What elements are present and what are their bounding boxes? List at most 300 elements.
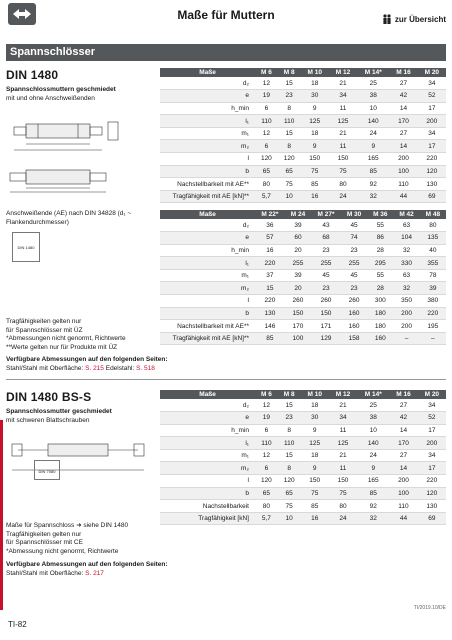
table-cell: 380 [420, 295, 446, 308]
table-cell: 330 [393, 257, 419, 270]
table-cell: 220 [255, 295, 285, 308]
table-cell: 75 [301, 165, 329, 178]
table-header-row [160, 210, 446, 219]
table-cell: 160 [367, 332, 393, 345]
table-cell: 14 [389, 424, 417, 437]
table-row [160, 257, 446, 270]
table-cell: 14 [389, 102, 417, 115]
table-cell: 150 [301, 153, 329, 166]
table-cell: 129 [311, 332, 341, 345]
table-cell: 200 [418, 115, 446, 128]
table-cell: 10 [278, 512, 301, 525]
column-header-size: M 6 [255, 68, 278, 77]
table-row [160, 102, 446, 115]
table-cell: 100 [285, 332, 311, 345]
column-header-size: M 36 [367, 210, 393, 219]
row-label: Tragfähigkeit [kN] [160, 512, 255, 525]
din-1480-bs-s-description [6, 408, 156, 425]
section-band [6, 44, 446, 61]
row-label: d₂ [160, 219, 255, 232]
row-label: m₂ [160, 282, 255, 295]
table-cell: 42 [389, 90, 417, 103]
column-header-size: M 20 [418, 390, 446, 399]
table-cell: 255 [311, 257, 341, 270]
table-header-row [160, 68, 446, 77]
table-cell: 30 [301, 90, 329, 103]
table-cell: 120 [418, 165, 446, 178]
table-cell: 8 [278, 102, 301, 115]
avail-text: Stahl/Stahl mit Oberfläche: [6, 364, 86, 372]
din-1480-bs-s-notes [6, 522, 166, 556]
table-cell: 10 [278, 190, 301, 203]
table-cell: 220 [420, 307, 446, 320]
table-cell: 110 [278, 115, 301, 128]
table-cell: 20 [285, 282, 311, 295]
row-label: e [160, 90, 255, 103]
table-cell: 27 [389, 127, 417, 140]
table-cell: 63 [393, 269, 419, 282]
table-cell: 12 [255, 449, 278, 462]
table-cell: 17 [418, 102, 446, 115]
desc-bold: Spannschlossmutter geschmiedet [6, 408, 112, 415]
column-header-size: M 42 [393, 210, 419, 219]
table-cell: 180 [367, 307, 393, 320]
din-1480-heading: DIN 1480 [6, 68, 59, 82]
table-cell: 150 [329, 153, 357, 166]
table-cell: 23 [278, 90, 301, 103]
table-cell: 17 [418, 462, 446, 475]
table-cell: 18 [301, 399, 329, 412]
table-cell: 11 [329, 140, 357, 153]
din-1480-table-2 [160, 210, 446, 345]
din-1480-bs-s-availability [6, 561, 168, 578]
table-cell: 34 [418, 399, 446, 412]
column-header-size: M 16 [389, 390, 417, 399]
row-label: b [160, 307, 255, 320]
avail-title: Verfügbare Abmessungen auf den folgenden Seiten: [6, 356, 168, 363]
row-label: m₂ [160, 140, 255, 153]
table-cell: 69 [418, 512, 446, 525]
table-cell: 140 [357, 437, 389, 450]
table-cell: 36 [255, 219, 285, 232]
din-1480-description [6, 86, 156, 103]
table-row [160, 269, 446, 282]
avail-text: Stahl/Stahl mit Oberfläche: [6, 569, 86, 577]
table-cell: 74 [341, 232, 367, 245]
table-cell: 120 [255, 153, 278, 166]
table-row [160, 232, 446, 245]
table-cell: 80 [329, 500, 357, 513]
table-cell: 21 [329, 399, 357, 412]
table-cell: 158 [341, 332, 367, 345]
table-cell: 40 [420, 244, 446, 257]
table-cell: 92 [357, 178, 389, 191]
table-cell: 110 [389, 178, 417, 191]
table-cell: 52 [418, 90, 446, 103]
table-cell: 32 [393, 282, 419, 295]
table-cell: 65 [278, 487, 301, 500]
table-row [160, 320, 446, 333]
table-cell: 25 [357, 77, 389, 90]
row-label: Tragfähigkeit mit AE [kN]** [160, 332, 255, 345]
people-icon [382, 14, 392, 24]
table-cell: 15 [278, 127, 301, 140]
table-cell: 24 [329, 190, 357, 203]
table-cell: 34 [329, 412, 357, 425]
column-header-label: Maße [160, 68, 255, 77]
row-label: Nachstellbarkeit mit AE** [160, 178, 255, 191]
table-cell: 75 [329, 165, 357, 178]
doc-code: TI/2019.10/DE [413, 605, 446, 611]
table-cell: 17 [418, 424, 446, 437]
table-row [160, 512, 446, 525]
column-header-size: M 48 [420, 210, 446, 219]
row-label: e [160, 232, 255, 245]
note-line: *Abmessungen nicht genormt, Richtwerte [6, 335, 126, 342]
table-row [160, 127, 446, 140]
din-1480-bs-s-heading: DIN 1480 BS-S [6, 390, 92, 404]
table-cell: 80 [255, 500, 278, 513]
table-row [160, 462, 446, 475]
table-cell: 135 [420, 232, 446, 245]
column-header-size: M 20 [418, 68, 446, 77]
weld-end-note: Anschweißende (AE) nach DIN 34828 (d₁ ~ Flankendurchmesser) [6, 210, 132, 226]
table-cell: 19 [255, 90, 278, 103]
table-cell: 170 [285, 320, 311, 333]
table-cell: 23 [341, 282, 367, 295]
table-cell: 80 [329, 178, 357, 191]
table-cell: 39 [285, 219, 311, 232]
table-row [160, 115, 446, 128]
table-cell: 80 [420, 219, 446, 232]
table-cell: 75 [278, 500, 301, 513]
table-cell: 165 [357, 153, 389, 166]
column-header-size: M 27* [311, 210, 341, 219]
table-row [160, 487, 446, 500]
avail-title: Verfügbare Abmessungen auf den folgenden Seiten: [6, 561, 168, 568]
row-label: m₁ [160, 449, 255, 462]
table-cell: 260 [341, 295, 367, 308]
note-line: Tragfähigkeiten gelten nur [6, 318, 82, 325]
table-cell: 45 [311, 269, 341, 282]
column-header-size: M 22* [255, 210, 285, 219]
overview-link-label: zur Übersicht [394, 14, 446, 24]
table-cell: 100 [389, 165, 417, 178]
table-cell: 85 [357, 487, 389, 500]
row-label: h_min [160, 102, 255, 115]
table-cell: 220 [418, 475, 446, 488]
table-cell: 30 [301, 412, 329, 425]
desc-bold: Spannschlossmuttern geschmiedet [6, 86, 116, 93]
table-cell: 65 [255, 487, 278, 500]
table-cell: 11 [329, 424, 357, 437]
row-label: b [160, 165, 255, 178]
row-label: l₁ [160, 257, 255, 270]
table-row [160, 475, 446, 488]
table-cell: 11 [329, 102, 357, 115]
table-cell: 42 [389, 412, 417, 425]
table-cell: 104 [393, 232, 419, 245]
table-cell: 23 [311, 244, 341, 257]
table-cell: 27 [389, 449, 417, 462]
page-accent-bar [0, 420, 3, 610]
din-1480-table-1 [160, 68, 446, 203]
table-row [160, 153, 446, 166]
table-cell: 15 [255, 282, 285, 295]
table-cell: 18 [301, 127, 329, 140]
din-1480-seal [12, 232, 40, 262]
turnbuckle-drawing [8, 110, 158, 205]
table-cell: 39 [285, 269, 311, 282]
table-cell: 21 [329, 127, 357, 140]
table-cell: 130 [418, 500, 446, 513]
table-cell: 171 [311, 320, 341, 333]
row-label: m₁ [160, 269, 255, 282]
table-cell: 21 [329, 77, 357, 90]
table-cell: 125 [329, 115, 357, 128]
table-cell: 140 [357, 115, 389, 128]
table-cell: 6 [255, 102, 278, 115]
section-title: Spannschlösser [10, 46, 95, 58]
table-cell: 350 [393, 295, 419, 308]
row-label: l₁ [160, 437, 255, 450]
page-link-217[interactable]: S. 217 [85, 569, 104, 577]
row-label: l [160, 475, 255, 488]
page-header [0, 0, 452, 36]
row-label: Tragfähigkeit mit AE [kN]** [160, 190, 255, 203]
table-cell: 28 [367, 244, 393, 257]
table-cell: 27 [389, 399, 417, 412]
table-cell: 14 [389, 140, 417, 153]
table-cell: 16 [255, 244, 285, 257]
table-cell: 9 [357, 462, 389, 475]
table-cell: 34 [329, 90, 357, 103]
table-cell: 15 [278, 77, 301, 90]
table-cell: 80 [255, 178, 278, 191]
table-cell: 9 [301, 140, 329, 153]
table-row [160, 332, 446, 345]
table-cell: 200 [393, 307, 419, 320]
desc-text: mit schweren Blattschrauben [6, 416, 90, 424]
table-cell: 55 [367, 219, 393, 232]
table-row [160, 178, 446, 191]
table-cell: 32 [357, 512, 389, 525]
note-line: Maße für Spannschloss ➜ siehe DIN 1480 [6, 522, 129, 529]
column-header-size: M 24 [285, 210, 311, 219]
column-header-size: M 16 [389, 68, 417, 77]
table-cell: 180 [367, 320, 393, 333]
table-cell: 255 [341, 257, 367, 270]
table-cell: 85 [255, 332, 285, 345]
din-1480-notes [6, 318, 166, 352]
table-cell: 170 [389, 437, 417, 450]
table-cell: 23 [278, 412, 301, 425]
table-cell: 12 [255, 77, 278, 90]
table-cell: 45 [341, 219, 367, 232]
table-row [160, 399, 446, 412]
table-cell: 120 [255, 475, 278, 488]
row-label: m₂ [160, 462, 255, 475]
table-cell: 34 [418, 77, 446, 90]
overview-link[interactable] [382, 14, 446, 24]
table-cell: 130 [255, 307, 285, 320]
table-cell: 17 [418, 140, 446, 153]
table-cell: 110 [255, 115, 278, 128]
column-header-size: M 8 [278, 390, 301, 399]
table-cell: 6 [255, 424, 278, 437]
table-cell: 75 [278, 178, 301, 191]
row-label: b [160, 487, 255, 500]
table-cell: 295 [367, 257, 393, 270]
table-cell: 18 [301, 449, 329, 462]
table-cell: 9 [357, 140, 389, 153]
table-row [160, 140, 446, 153]
table-cell: 85 [301, 178, 329, 191]
table-cell: 6 [255, 140, 278, 153]
table-cell: 150 [301, 475, 329, 488]
column-header-label: Maße [160, 390, 255, 399]
table-cell: 32 [357, 190, 389, 203]
table-cell: 150 [285, 307, 311, 320]
turnbuckle-bs-drawing [8, 430, 158, 490]
table-cell: 150 [329, 475, 357, 488]
table-row [160, 500, 446, 513]
table-cell: 10 [357, 424, 389, 437]
table-cell: 65 [278, 165, 301, 178]
table-cell: 110 [255, 437, 278, 450]
table-cell: 8 [278, 140, 301, 153]
row-label: m₁ [160, 127, 255, 140]
table-row [160, 307, 446, 320]
table-cell: 195 [420, 320, 446, 333]
table-cell: 300 [367, 295, 393, 308]
table-cell: 65 [255, 165, 278, 178]
table-cell: – [393, 332, 419, 345]
column-header-size: M 10 [301, 68, 329, 77]
table-cell: 55 [367, 269, 393, 282]
table-row [160, 449, 446, 462]
table-cell: 165 [357, 475, 389, 488]
din-7080-seal [34, 460, 60, 480]
table-cell: 120 [418, 487, 446, 500]
row-label: l [160, 295, 255, 308]
table-cell: 21 [329, 449, 357, 462]
table-cell: 110 [278, 437, 301, 450]
table-row [160, 90, 446, 103]
column-header-size: M 10 [301, 390, 329, 399]
column-header-size: M 8 [278, 68, 301, 77]
table-cell: 125 [329, 437, 357, 450]
note-line: *Abmessung nicht genormt, Richtwerte [6, 547, 119, 555]
row-label: d₂ [160, 399, 255, 412]
table-row [160, 244, 446, 257]
note-line: für Spannschlösser mit CE [6, 539, 83, 546]
column-header-size: M 6 [255, 390, 278, 399]
table-cell: 11 [329, 462, 357, 475]
table-cell: 60 [285, 232, 311, 245]
table-cell: 63 [393, 219, 419, 232]
page-number: TI-82 [8, 620, 27, 629]
table-cell: 12 [255, 399, 278, 412]
column-header-label: Maße [160, 210, 255, 219]
table-cell: 255 [285, 257, 311, 270]
table-cell: 146 [255, 320, 285, 333]
table-cell: 43 [311, 219, 341, 232]
table-cell: 120 [278, 153, 301, 166]
table-cell: 24 [357, 449, 389, 462]
table-cell: 44 [389, 512, 417, 525]
table-cell: 8 [278, 462, 301, 475]
table-cell: 16 [301, 512, 329, 525]
table-cell: 85 [301, 500, 329, 513]
table-row [160, 282, 446, 295]
table-cell: 110 [389, 500, 417, 513]
note-line: Tragfähigkeiten gelten nur [6, 530, 82, 538]
table-cell: 160 [341, 307, 367, 320]
table-cell: 75 [301, 487, 329, 500]
table-cell: 14 [389, 462, 417, 475]
table-cell: 200 [393, 320, 419, 333]
row-label: l [160, 153, 255, 166]
table-cell: 32 [393, 244, 419, 257]
row-label: e [160, 412, 255, 425]
row-label: d₂ [160, 77, 255, 90]
table-cell: 23 [311, 282, 341, 295]
column-header-size: M 14* [357, 390, 389, 399]
table-cell: 9 [301, 424, 329, 437]
table-cell: 355 [420, 257, 446, 270]
table-cell: 10 [357, 102, 389, 115]
table-cell: 19 [255, 412, 278, 425]
table-cell: 125 [301, 115, 329, 128]
table-cell: 52 [418, 412, 446, 425]
table-cell: 28 [367, 282, 393, 295]
table-cell: 170 [389, 115, 417, 128]
table-cell: 12 [255, 127, 278, 140]
table-cell: 39 [420, 282, 446, 295]
column-header-size: M 12 [329, 390, 357, 399]
page-link-518[interactable]: S. 518 [136, 364, 155, 372]
table-cell: – [420, 332, 446, 345]
table-cell: 160 [341, 320, 367, 333]
table-cell: 15 [278, 449, 301, 462]
table-cell: 34 [418, 449, 446, 462]
row-label: l₁ [160, 115, 255, 128]
note-line: **Werte gelten nur für Produkte mit ÜZ [6, 343, 118, 351]
table-cell: 220 [255, 257, 285, 270]
table-cell: 120 [278, 475, 301, 488]
page-link-215[interactable]: S. 215 [85, 364, 104, 372]
row-label: h_min [160, 424, 255, 437]
table-cell: 15 [278, 399, 301, 412]
table-row [160, 424, 446, 437]
din-1480-bs-s-table [160, 390, 446, 525]
table-cell: 37 [255, 269, 285, 282]
table-cell: 85 [357, 165, 389, 178]
table-cell: 45 [341, 269, 367, 282]
avail-text: Edelstahl: [103, 364, 137, 372]
table-cell: 5,7 [255, 190, 278, 203]
desc-text: mit und ohne Anschweißenden [6, 94, 95, 102]
row-label: Nachstellbarkeit [160, 500, 255, 513]
table-cell: 130 [418, 178, 446, 191]
table-row [160, 295, 446, 308]
column-header-size: M 12 [329, 68, 357, 77]
table-cell: 57 [255, 232, 285, 245]
table-cell: 75 [329, 487, 357, 500]
table-row [160, 412, 446, 425]
table-cell: 25 [357, 399, 389, 412]
